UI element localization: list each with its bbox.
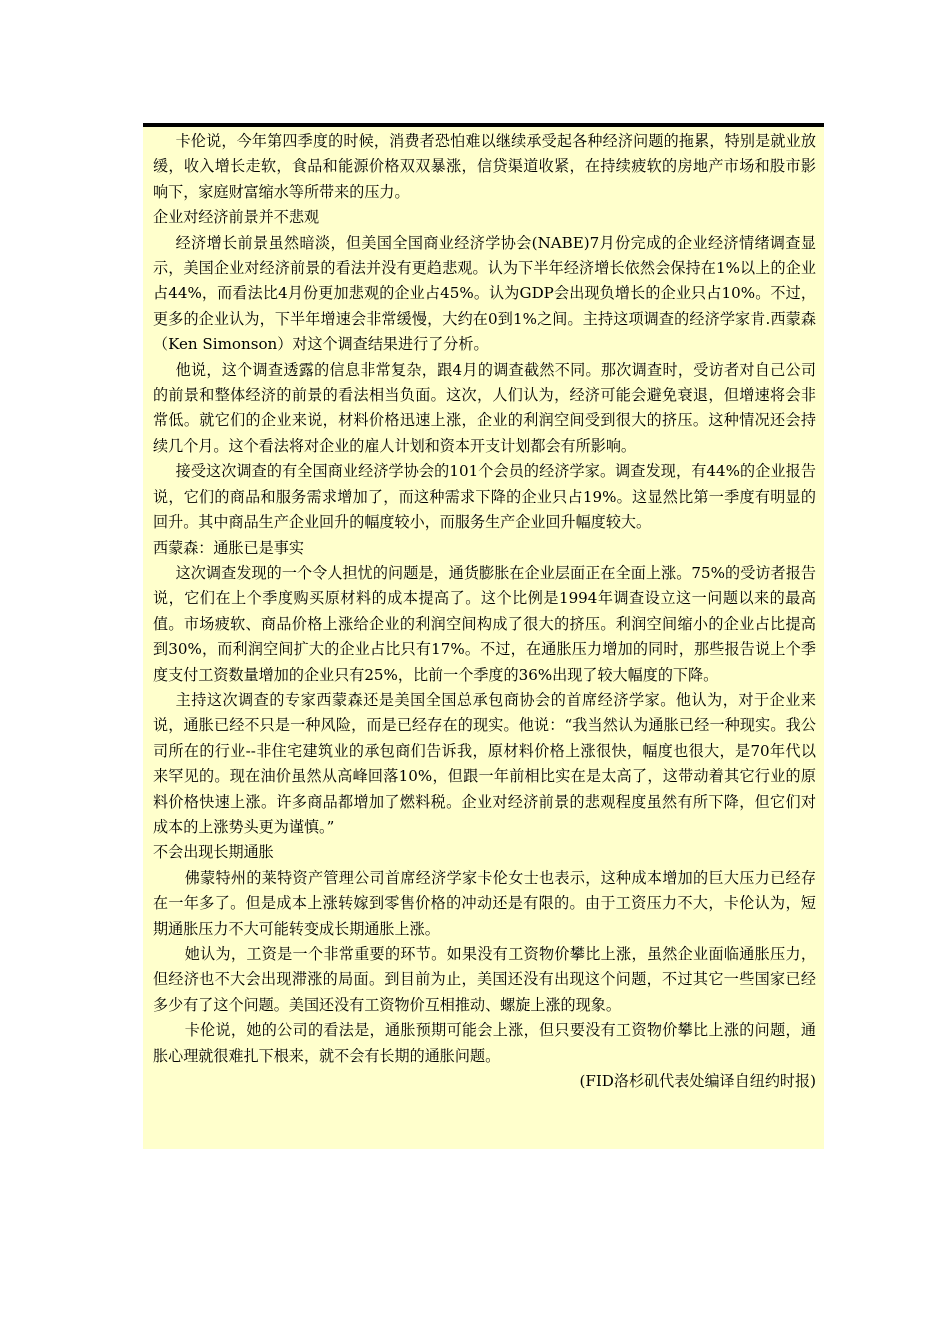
article-source: (FID洛杉矶代表处编译自纽约时报) (579, 1072, 816, 1091)
paragraph-survey-respondents: 接受这次调查的有全国商业经济学协会的101个会员的经济学家。调查发现，有44%的企业报告说，它们的商品和服务需求增加了，而这种需求下降的企业只占19%。这显然比第一季度有明显的回升。其中商品生产企业回升的幅度较小，而服务生产企业回升幅度较大。 (153, 462, 816, 532)
paragraph-nabe-survey: 经济增长前景虽然暗淡，但美国全国商业经济学协会(NABE)7月份完成的企业经济情绪调查显示，美国企业对经济前景的看法并没有更趋悲观。认为下半年经济增长依然会保持在1%以上的企业占44%，而看法比4月份更加悲观的企业占45%。认为GDP会出现负增长的企业只占10%。不过，更多的企业认为，下半年增速会非常缓慢，大约在0到1%之间。主持这项调查的经济学家肯.西蒙森（Ken Simonson）对这个调查结果进行了分析。 (153, 233, 816, 354)
paragraph-inflation-expectations: 卡伦说，她的公司的看法是，通胀预期可能会上涨，但只要没有工资物价攀比上涨的问题，通胀心理就很难扎下根来，就不会有长期的通胀问题。 (153, 1021, 816, 1065)
section-heading-business-outlook: 企业对经济前景并不悲观 (153, 208, 320, 227)
paragraph-inflation-concern: 这次调查发现的一个令人担忧的问题是，通货膨胀在企业层面正在全面上涨。75%的受访者报告说，它们在上个季度购买原材料的成本提高了。这个比例是1994年调查设立这一问题以来的最高值。市场疲软、商品价格上涨给企业的利润空间构成了很大的挤压。利润空间缩小的企业占比提高到30%，而利润空间扩大的企业占比只有17%。不过，在通胀压力增加的同时，那些报告说上个季度支付工资数量增加的企业只有25%，比前一个季度的36%出现了较大幅度的下降。 (153, 563, 816, 684)
paragraph-survey-analysis: 他说，这个调查透露的信息非常复杂，跟4月的调查截然不同。那次调查时，受访者对自己公司的前景和整体经济的前景的看法相当负面。这次，人们认为，经济可能会避免衰退，但增速将会非常低。就它们的企业来说，材料价格迅速上涨，企业的利润空间受到很大的挤压。这种情况还会持续几个月。这个看法将对企业的雇人计划和资本开支计划都会有所影响。 (153, 360, 816, 455)
section-heading-no-long-term-inflation: 不会出现长期通胀 (153, 843, 274, 862)
paragraph-wages: 她认为，工资是一个非常重要的环节。如果没有工资物价攀比上涨，虽然企业面临通胀压力，但经济也不大会出现滞涨的局面。到目前为止，美国还没有出现这个问题，不过其它一些国家已经多少有了这个问题。美国还没有工资物价互相推动、螺旋上涨的现象。 (153, 945, 816, 1014)
article-body (143, 127, 824, 1149)
section-heading-inflation-reality: 西蒙森：通胀已是事实 (153, 538, 304, 557)
paragraph-consumer-pressure: 卡伦说，今年第四季度的时候，消费者恐怕难以继续承受起各种经济问题的拖累，特别是就业放缓，收入增长走软，食品和能源价格双双暴涨，信贷渠道收紧，在持续疲软的房地产市场和股市影响下，家庭财富缩水等所带来的压力。 (153, 132, 816, 201)
paragraph-simonson-quote: 主持这次调查的专家西蒙森还是美国全国总承包商协会的首席经济学家。他认为，对于企业来说，通胀已经不只是一种风险，而是已经存在的现实。他说：“我当然认为通胀已经一种现实。我公司所在的行业--非住宅建筑业的承包商们告诉我，原材料价格上涨很快，幅度也很大，是70年代以来罕见的。现在油价虽然从高峰回落10%，但跟一年前相比实在是太高了，这带动着其它行业的原料价格快速上涨。许多商品都增加了燃料税。企业对经济前景的悲观程度虽然有所下降，但它们对成本的上涨势头更为谨慎。” (153, 690, 816, 836)
paragraph-karen-cost-pressure: 佛蒙特州的莱特资产管理公司首席经济学家卡伦女士也表示，这种成本增加的巨大压力已经存在一年多了。但是成本上涨转嫁到零售价格的冲动还是有限的。由于工资压力不大，卡伦认为，短期通胀压力不大可能转变成长期通胀上涨。 (153, 868, 816, 938)
